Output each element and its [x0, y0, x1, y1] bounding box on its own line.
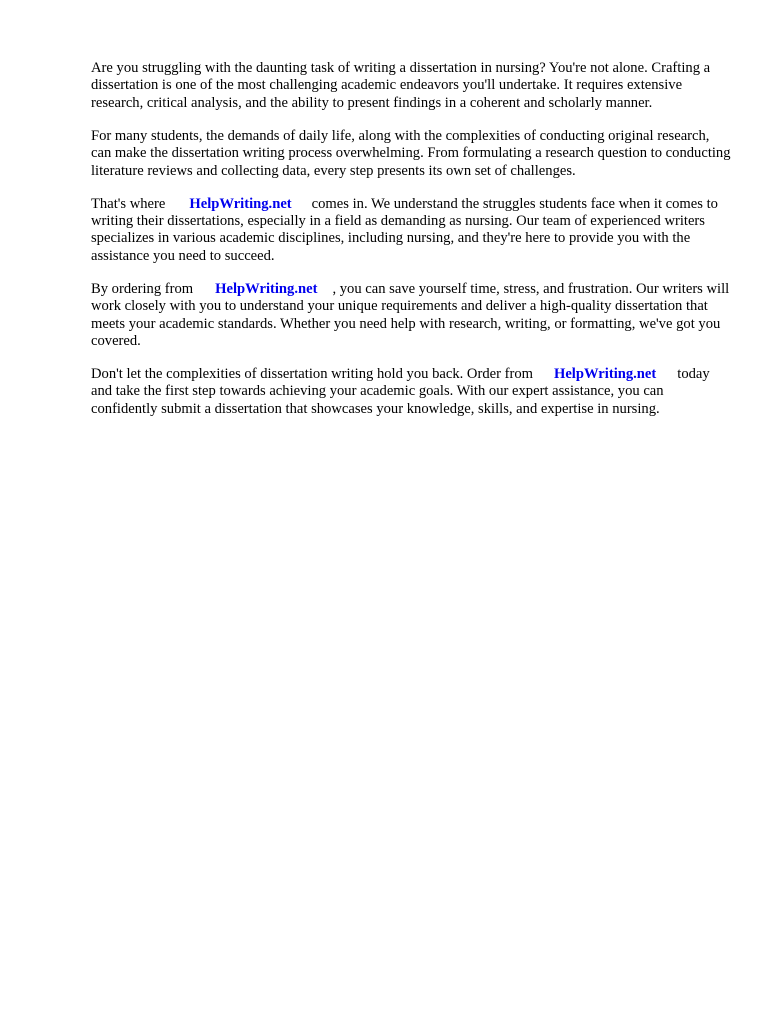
paragraph-ordering-after: , you can save yourself time, stress, and frustration. Our writers will work closely with you to understand your unique requirements and deliver a high-quality dissertation that meets your academic standards. Whether you need help with research, writing, or formatting, we've got you covered.: [91, 280, 730, 350]
helpwriting-link-1[interactable]: HelpWriting.net: [189, 195, 292, 212]
paragraph-call-to-action: [91, 366, 731, 418]
paragraph-challenges: [91, 128, 731, 180]
paragraph-service-intro-before: That's where: [91, 195, 166, 212]
paragraph-call-to-action-after: today and take the first step towards achieving your academic goals. With our expert assistance, you can confidently submit a dissertation that showcases your knowledge, skills, and expertise in nursing.: [91, 366, 710, 417]
paragraph-ordering: [91, 281, 731, 351]
paragraph-intro-text: Are you struggling with the daunting task of writing a dissertation in nursing? You're not alone. Crafting a dissertation is one of the most challenging academic endeavors you'll undertake. It requires extensive research, critical analysis, and the ability to present findings in a coherent and scholarly manner.: [91, 60, 711, 111]
helpwriting-link-2[interactable]: HelpWriting.net: [215, 280, 318, 297]
document-body: [91, 60, 731, 434]
helpwriting-link-3[interactable]: HelpWriting.net: [553, 366, 657, 383]
paragraph-ordering-before: By ordering from: [91, 280, 194, 297]
paragraph-service-intro: [91, 196, 731, 266]
paragraph-challenges-text: For many students, the demands of daily life, along with the complexities of conducting original research, can make the dissertation writing process overwhelming. From formulating a research question to conducting literature reviews and collecting data, every step presents its own set of challenges.: [91, 127, 731, 179]
paragraph-call-to-action-before: Don't let the complexities of dissertation writing hold you back. Order from: [91, 366, 533, 383]
paragraph-intro: [91, 60, 731, 112]
paragraph-service-intro-after: comes in. We understand the struggles students face when it comes to writing their dissertations, especially in a field as demanding as nursing. Our team of experienced writers specializes in various academic disciplines, including nursing, and they're here to provide you with the assistance you need to succeed.: [91, 195, 718, 264]
